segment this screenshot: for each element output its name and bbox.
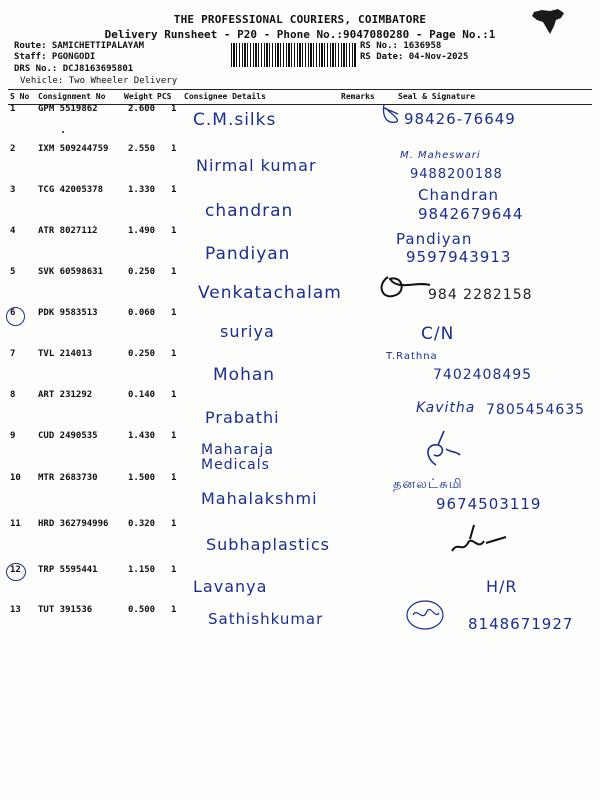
- table-row: [8, 222, 592, 266]
- rs-date: RS Date: 04-Nov-2025: [360, 52, 469, 62]
- row-sno: 8: [10, 390, 16, 400]
- consignee-name: Subhaplastics: [206, 535, 330, 554]
- row-sno: 4: [10, 226, 16, 236]
- signature-remark: C/N: [421, 324, 455, 344]
- consignee-name: chandran: [205, 201, 294, 221]
- row-consignment: TUT 391536: [38, 605, 93, 615]
- consignee-name: Prabathi: [205, 408, 280, 427]
- table-row: [8, 181, 592, 221]
- row-consignment: ATR 8027112: [38, 226, 98, 236]
- col-weight: Weight: [124, 92, 153, 101]
- consignee-name: C.M.silks: [193, 110, 277, 130]
- runsheet-subtitle: Delivery Runsheet - P20 - Phone No.:9047080280 - Page No.:1: [104, 28, 496, 41]
- row-consignment: TVL 214013: [38, 349, 93, 359]
- row-pcs: 1: [171, 565, 177, 575]
- signature-remark: H/R: [486, 577, 518, 596]
- company-title: THE PROFESSIONAL COURIERS, COIMBATORE: [173, 13, 427, 26]
- row-sno: 10: [10, 473, 21, 483]
- consignee-name: suriya: [220, 322, 275, 341]
- barcode: [231, 43, 356, 67]
- row-pcs: 1: [171, 185, 177, 195]
- signature-phone: 9842679644: [418, 205, 524, 223]
- signature-phone: 984 2282158: [428, 287, 533, 303]
- row-weight: 0.140: [128, 390, 156, 400]
- consignee-name: Maharaja Medicals: [201, 442, 274, 473]
- row-consignment: GPM 5519862: [38, 104, 98, 114]
- table-row: [8, 515, 592, 555]
- route-label: Route: SAMICHETTIPALAYAM: [14, 41, 145, 51]
- row-sno: 9: [10, 431, 16, 441]
- table-row: [8, 561, 592, 601]
- col-consignment: Consignment No: [38, 92, 106, 101]
- row-circle-mark: [6, 563, 26, 581]
- row-pcs: 1: [171, 104, 177, 114]
- signature-phone: 7805454635: [486, 402, 586, 418]
- signature-name: M. Maheswari: [400, 150, 481, 161]
- row-sno: 12: [10, 565, 21, 575]
- drs-label: DRS No.: DCJ8163695801: [14, 64, 134, 74]
- table-row: [8, 263, 592, 303]
- consignee-name: Pandiyan: [205, 244, 291, 264]
- signature-name: Chandran: [418, 186, 500, 204]
- row-weight: 1.490: [128, 226, 156, 236]
- signature-phone: 9597943913: [406, 248, 512, 266]
- row-pcs: 1: [171, 226, 177, 236]
- row-pcs: 1: [171, 308, 177, 318]
- row-pcs: 1: [171, 144, 177, 154]
- table-row: [8, 304, 592, 344]
- signature-phone: 8148671927: [468, 615, 574, 633]
- consignee-name: Nirmal kumar: [196, 156, 317, 175]
- row-weight: 1.330: [128, 185, 156, 195]
- row-weight: 0.250: [128, 349, 156, 359]
- row-circle-mark: [6, 307, 25, 326]
- table-row: [8, 100, 592, 140]
- row-weight: 0.060: [128, 308, 156, 318]
- india-map-logo-icon: [528, 8, 566, 36]
- staff-label: Staff: PGONGODI: [14, 52, 96, 62]
- signature-phone: 9674503119: [436, 495, 542, 513]
- table-row: [8, 386, 592, 426]
- row-weight: 2.600: [128, 104, 156, 114]
- table-row: [8, 601, 592, 641]
- signature-scribble-icon: [448, 521, 508, 557]
- consignee-name: Venkatachalam: [198, 283, 342, 303]
- row-weight: 1.430: [128, 431, 156, 441]
- row-sno: 6: [10, 308, 16, 318]
- table-row: [8, 427, 592, 473]
- col-seal: Seal & Signature: [398, 92, 476, 101]
- row-consignment: IXM 509244759: [38, 144, 109, 154]
- row-weight: 2.550: [128, 144, 156, 154]
- rs-number: RS No.: 1636958: [360, 41, 442, 51]
- row-pcs: 1: [171, 605, 177, 615]
- row-consignment: SVK 60598631: [38, 267, 104, 277]
- row-pcs: 1: [171, 267, 177, 277]
- table-row: [8, 140, 592, 180]
- row-weight: 1.150: [128, 565, 156, 575]
- row-consignment: CUD 2490535: [38, 431, 98, 441]
- signature-phone: 9488200188: [410, 167, 503, 182]
- row-weight: 0.320: [128, 519, 156, 529]
- row-pcs: 1: [171, 349, 177, 359]
- signature-name: T.Rathna: [386, 351, 438, 362]
- col-remarks: Remarks: [341, 92, 375, 101]
- row-pcs: 1: [171, 390, 177, 400]
- row-sno: 7: [10, 349, 16, 359]
- row-consignment: HRD 362794996: [38, 519, 109, 529]
- signature-name: Pandiyan: [396, 230, 473, 248]
- signature-name: Kavitha: [416, 400, 476, 416]
- row-sno: 11: [10, 519, 21, 529]
- col-consignee: Consignee Details: [184, 92, 266, 101]
- row-sno: 1: [10, 104, 16, 114]
- consignee-name: Mohan: [213, 365, 276, 385]
- row-pcs: 1: [171, 473, 177, 483]
- row-weight: 0.250: [128, 267, 156, 277]
- row-sno: 3: [10, 185, 16, 195]
- row-consignment: TCG 42005378: [38, 185, 104, 195]
- row-consignment: MTR 2683730: [38, 473, 98, 483]
- consignee-name: Sathishkumar: [208, 610, 324, 628]
- col-pcs: PCS: [157, 92, 172, 101]
- signature-name: தனலட்சுமி: [393, 477, 463, 492]
- signature-scribble-icon: [416, 429, 464, 469]
- row-consignment: TRP 5595441: [38, 565, 98, 575]
- vehicle-label: Vehicle: Two Wheeler Delivery: [20, 76, 178, 86]
- row-pcs: 1: [171, 519, 177, 529]
- row-sno: 13: [10, 605, 21, 615]
- signature-scribble-icon: [376, 271, 436, 305]
- row-sno: 2: [10, 144, 16, 154]
- consignee-name: Mahalakshmi: [201, 489, 318, 508]
- table-row: [8, 469, 592, 513]
- row-consignment: ART 231292: [38, 390, 93, 400]
- table-row: [8, 345, 592, 385]
- row-sno: 5: [10, 267, 16, 277]
- signature-phone: 7402408495: [433, 367, 533, 383]
- row-consignment: PDK 9583513: [38, 308, 98, 318]
- col-sno: S No: [10, 92, 30, 101]
- consignee-name: Lavanya: [193, 577, 268, 596]
- signature-stamp-icon: [401, 597, 449, 633]
- row-weight: 1.500: [128, 473, 156, 483]
- row-pcs: 1: [171, 431, 177, 441]
- signature-phone: 98426-76649: [404, 110, 516, 128]
- row-weight: 0.500: [128, 605, 156, 615]
